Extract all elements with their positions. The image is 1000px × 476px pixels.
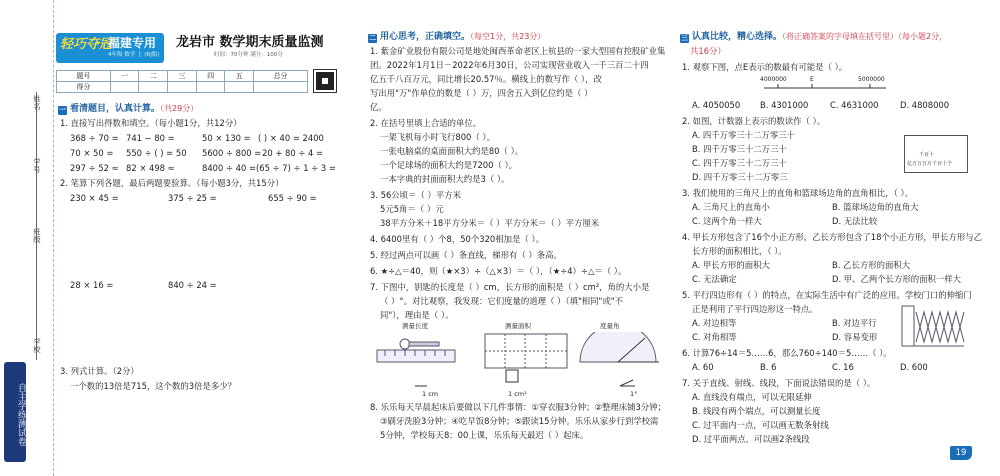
calc-item: 82 × 498 ≈ xyxy=(126,163,175,173)
option[interactable]: B. 6 xyxy=(760,362,777,372)
question-text: 团。2022年1月1日－2022年6月30日，公司实现营业收入一千三百二十四 xyxy=(370,60,649,70)
question-text: 38平方分米＋18平方分米＝（ ）平方分米＝（ ）平方厘米 xyxy=(380,218,600,228)
score-input[interactable] xyxy=(225,82,254,93)
table-cell: 三 xyxy=(168,71,197,82)
section-icon: 二 xyxy=(369,34,376,42)
question-text: 4. 6400里有（ ）个8，50个320相加是（ ）。 xyxy=(370,234,544,244)
page-title: 龙岩市 数学期末质量监测 xyxy=(176,35,324,50)
calc-item: 297 ÷ 52 ≈ xyxy=(70,163,119,173)
option[interactable]: A. 直线没有端点，可以无限延伸 xyxy=(692,392,812,402)
calc-item: 230 × 45 = xyxy=(70,193,119,203)
option[interactable]: D. 无法比较 xyxy=(832,216,878,226)
question-text: 1. 直接写出得数和填空。（每小题1分，共12分） xyxy=(60,118,242,128)
score-input[interactable] xyxy=(168,82,197,93)
brand-badge: 自主学练测试卷 xyxy=(4,362,26,462)
calc-item: 20 + 80 ÷ 4 = xyxy=(262,148,324,158)
option[interactable]: C. 过平面内一点，可以画无数条射线 xyxy=(692,420,829,430)
question-text: 一个足球场的面积大约是7200（ ）。 xyxy=(380,160,518,170)
option[interactable]: A. 对边相等 xyxy=(692,318,737,328)
calc-item: 655 ÷ 90 = xyxy=(268,193,317,203)
question-text: 一本字典的封面面积大约是3（ ）。 xyxy=(380,174,510,184)
unit-label: 1 cm xyxy=(422,390,439,398)
option[interactable]: C. 这两个角一样大 xyxy=(692,216,762,226)
score-input[interactable] xyxy=(110,82,139,93)
question-text: 6. ★÷△＝40，则（★×3）÷（△×3）＝（ ），（★÷4）÷△＝（ ）。 xyxy=(370,266,627,276)
abacus-label: 千百十 xyxy=(919,152,935,158)
section-3-heading xyxy=(680,32,947,43)
calc-item: (65 ÷ 7) ÷ 1 ÷ 3 = xyxy=(256,163,336,173)
option[interactable]: D. 600 xyxy=(900,362,928,372)
figure-label: 测量长度 xyxy=(402,322,428,330)
section-hint: 共16分） xyxy=(690,46,726,56)
option[interactable]: A. 甲长方形的面积大 xyxy=(692,260,770,270)
option[interactable]: A. 三角尺上的直角小 xyxy=(692,202,770,212)
option[interactable]: D. 容易变形 xyxy=(832,332,878,342)
option[interactable]: D. 甲、乙两个长方形的面积一样大 xyxy=(832,274,962,284)
score-input[interactable] xyxy=(254,82,308,93)
figure-label: 度量角 xyxy=(600,322,620,330)
table-cell: 得分 xyxy=(57,82,111,93)
table-cell: 五 xyxy=(225,71,254,82)
question-text: 2. 笔算下列各题，最后两题要验算。（每小题3分，共15分） xyxy=(60,178,284,188)
option[interactable]: C. 对角相等 xyxy=(692,332,737,342)
section-title: 用心思考，正确填空。 xyxy=(380,32,471,42)
question-text: 4. 甲长方形包含了16个小正方形，乙长方形包含了18个小正方形，甲长方形与乙 xyxy=(682,232,982,242)
edition-sub: 4年级 数学 上 (RJ版) xyxy=(108,52,160,58)
calc-item: 50 × 130 = xyxy=(202,133,251,143)
section-icon: 一 xyxy=(59,106,66,114)
table-cell: 四 xyxy=(196,71,225,82)
question-text: 5. 经过两点可以画（ ）条直线，梯形有（ ）条高。 xyxy=(370,250,562,260)
class-label: 班级 xyxy=(32,228,42,243)
logo-text: 轻巧夺冠 xyxy=(60,37,113,52)
option[interactable]: B. 4301000 xyxy=(760,100,809,110)
option[interactable]: C. 4631000 xyxy=(830,100,879,110)
section-hint: （每空1分，共23分） xyxy=(470,32,546,41)
question-text: 3. 列式计算。（2分） xyxy=(60,366,139,376)
abacus-label: 亿万万万万千百十个 xyxy=(907,161,953,167)
number-line-label: 4000000 xyxy=(760,76,787,83)
question-text: （ ）°。对比观察，我发现：它们度量的道理（ ）（填"相同"或"不 xyxy=(380,296,623,306)
question-text: 2. 如图，计数器上表示的数读作（ ）。 xyxy=(682,116,826,126)
calc-item: 550 ÷ ( ) = 50 xyxy=(126,148,187,158)
page-number: 19 xyxy=(950,446,972,460)
table-cell: 一 xyxy=(110,71,139,82)
calc-item: 840 ÷ 24 = xyxy=(168,280,217,290)
ruler-figure xyxy=(377,339,455,386)
question-text: 6. 计算76÷14＝5……6，那么760÷140＝5……（ ）。 xyxy=(682,348,892,358)
question-text: 同"），理由是（ ）。 xyxy=(380,310,454,320)
calc-item: 375 ÷ 25 = xyxy=(168,193,217,203)
question-text: 2. 在括号里填上合适的单位。 xyxy=(370,118,482,128)
option[interactable]: A. 60 xyxy=(692,362,714,372)
calc-item: 8400 ÷ 40 = xyxy=(202,163,256,173)
question-text: 1. 紫金矿业股份有限公司是地处闽西革命老区上杭县的一家大型国有控股矿业集 xyxy=(370,46,666,56)
question-text: 3. 56公顷＝（ ）平方米 xyxy=(370,190,461,200)
score-input[interactable] xyxy=(196,82,225,93)
option[interactable]: B. 对边平行 xyxy=(832,318,877,328)
question-body: 一个数的13倍是715，这个数的3倍是多少？ xyxy=(70,381,236,391)
section-hint: （共29分） xyxy=(160,104,199,113)
section-1-heading xyxy=(58,104,198,115)
table-cell: 题号 xyxy=(57,71,111,82)
option[interactable]: C. 无法确定 xyxy=(692,274,737,284)
question-text: 3. 我们使用的三角尺上的直角和篮球场边角的直角相比，（ ）。 xyxy=(682,188,914,198)
calc-item: 28 × 16 = xyxy=(70,280,114,290)
exam-header xyxy=(56,33,344,63)
option[interactable]: C. 四千万零三十二万三十 xyxy=(692,158,787,168)
question-text: 7. 下图中，钥匙的长度是（ ）cm，长方形的面积是（ ）cm²，角的大小是 xyxy=(370,282,650,292)
section-2-heading xyxy=(368,32,545,43)
abacus-figure xyxy=(904,135,968,173)
edition-label: 福建专用 xyxy=(108,36,157,50)
option[interactable]: A. 四千万零三十二万零三十 xyxy=(692,130,796,140)
question-text: 一架飞机每小时飞行800（ ）。 xyxy=(380,132,495,142)
section-title: 认真比较，精心选择。 xyxy=(692,32,783,42)
calc-item: 5600 ÷ 800 = xyxy=(202,148,262,158)
question-text: ③刷牙洗脸3分钟；④吃早饭8分钟；⑤跟读15分钟。乐乐从家步行到学校需 xyxy=(380,416,659,426)
calc-item: 70 × 50 = xyxy=(70,148,114,158)
calc-item: ( ) × 40 = 2400 xyxy=(258,133,324,143)
number-line-label: 5000000 xyxy=(858,76,885,83)
question-text: 5元5角＝（ ）元 xyxy=(380,204,444,214)
section-hint: （将正确答案的字母填在括号里）（每小题2分， xyxy=(782,32,948,41)
table-cell: 总分 xyxy=(254,71,308,82)
section-title: 看清题目，认真计算。 xyxy=(70,104,161,114)
question-text: 正是利用了平行四边形这一特点。 xyxy=(692,304,818,314)
figure-label: 测量面积 xyxy=(505,322,531,330)
question-text: 写出用"万"作单位的数是（ ）万，四舍五入到亿位约是（ ） xyxy=(370,88,593,98)
table-row xyxy=(57,71,308,82)
question-text: 一张电脑桌的桌面面积大约是80（ ）。 xyxy=(380,146,524,156)
binding-strip xyxy=(0,0,54,476)
qr-code-icon[interactable] xyxy=(314,70,336,92)
number-line-label: E xyxy=(810,76,814,83)
question-text: 亿五千八百万元，同比增长20.57％。横线上的数写作（ ），改 xyxy=(370,74,602,84)
table-cell: 二 xyxy=(139,71,168,82)
calc-item: 741 − 80 = xyxy=(126,133,175,143)
question-text: 亿。 xyxy=(370,102,387,112)
option[interactable]: A. 4050050 xyxy=(692,100,741,110)
option[interactable]: B. 乙长方形的面积大 xyxy=(832,260,911,270)
question-text: 5分钟，学校每天8：00上课，乐乐每天最迟（ ）起床。 xyxy=(380,430,589,440)
section-icon: 三 xyxy=(681,34,688,42)
protractor-figure xyxy=(580,332,659,386)
unit-label: 1 cm² xyxy=(508,390,527,398)
option[interactable]: B. 篮球场边角的直角大 xyxy=(832,202,919,212)
folding-gate-figure xyxy=(900,302,966,350)
option[interactable]: D. 过平面两点，可以画2条线段 xyxy=(692,434,810,444)
option[interactable]: D. 四千万零三十二万零三 xyxy=(692,172,788,182)
score-input[interactable] xyxy=(139,82,168,93)
score-table xyxy=(56,70,308,93)
option[interactable]: C. 16 xyxy=(832,362,854,372)
name-label: 姓名 xyxy=(32,95,42,110)
unit-label: 1° xyxy=(630,390,638,398)
question-text: 8. 乐乐每天早晨起床后要做以下几件事情：①穿衣服3分钟；②整理床铺3分钟； xyxy=(370,402,666,412)
option[interactable]: D. 4808000 xyxy=(900,100,950,110)
question-text: 5. 平行四边形有（ ）的特点，在实际生活中有广泛的应用。学校门口的伸缩门 xyxy=(682,290,972,300)
calc-item: 368 ÷ 70 = xyxy=(70,133,119,143)
question-text: 长方形的面积相比，（ ）。 xyxy=(692,246,787,256)
logo xyxy=(56,33,164,63)
question-text: 1. 观察下图，点E表示的数最有可能是（ ）。 xyxy=(682,62,848,72)
option[interactable]: B. 四千万零三十二万三十 xyxy=(692,144,787,154)
title-sub: 时间：70分钟 满分：100分 xyxy=(214,52,283,58)
grid-figure xyxy=(485,334,567,382)
question-text: 7. 关于直线、射线、线段，下面说法错误的是（ ）。 xyxy=(682,378,876,388)
option[interactable]: B. 线段有两个端点，可以测量长度 xyxy=(692,406,821,416)
school-label: 学校 xyxy=(32,338,42,353)
student-id-label: 学号 xyxy=(32,158,42,173)
table-row xyxy=(57,82,308,93)
